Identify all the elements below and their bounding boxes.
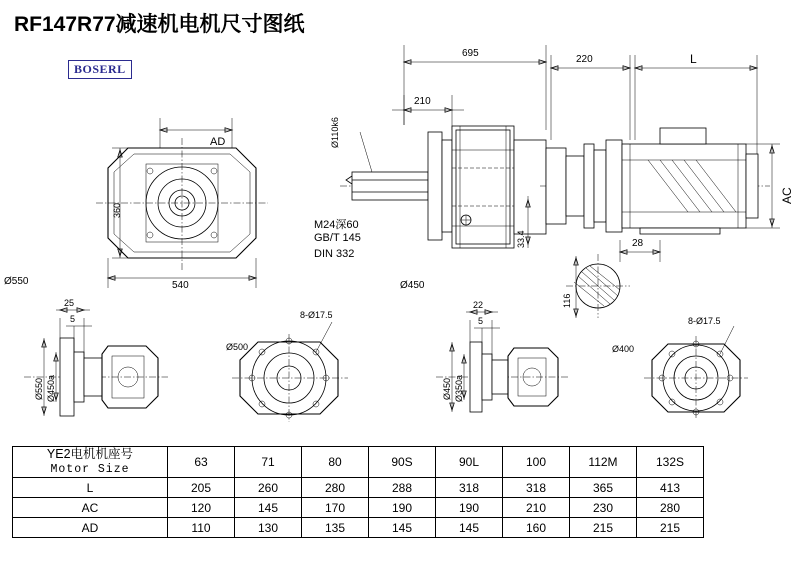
row-label: L [13,478,168,498]
motor-assembly [540,128,770,234]
dim-label-AD: AD [210,136,226,148]
dim-label-dia110k6: Ø110k6 [330,117,340,148]
view-flange-400-face [644,326,748,420]
dim-label-22: 22 [473,300,484,310]
table-cell: 130 [235,518,302,538]
header-line-en: Motor Size [50,463,130,476]
table-cell: 280 [637,498,704,518]
table-size-cell: 132S [637,447,704,478]
motor-size-table [12,446,704,538]
dim-label-5a: 5 [70,314,76,324]
table-cell: 280 [302,478,369,498]
label-standard-gb: GB/T 145 [314,232,361,244]
table-cell: 365 [570,478,637,498]
label-dia-400: Ø400 [612,344,635,354]
row-label: AD [13,518,168,538]
table-size-cell: 90L [436,447,503,478]
table-cell: 318 [503,478,570,498]
table-cell: 190 [369,498,436,518]
table-size-cell: 80 [302,447,369,478]
label-dia-450-v: Ø450 [442,377,452,400]
dim-label-33-4: 33.4 [516,230,526,248]
dim-label-28: 28 [632,238,644,249]
table-header-cell [13,447,168,478]
label-dia-500: Ø500 [226,342,249,352]
table-size-cell: 112M [570,447,637,478]
header-line-cn: YE2电机机座号 [46,447,134,461]
table-cell: 110 [168,518,235,538]
table-cell: 215 [570,518,637,538]
dim-label-AC: AC [780,187,794,204]
label-standard-din: DIN 332 [314,248,355,260]
table-size-cell: 90S [369,447,436,478]
dim-label-210: 210 [414,96,431,107]
label-holes-left: 8-Ø17.5 [300,310,333,320]
label-holes-right: 8-Ø17.5 [688,316,721,326]
detail-circle-116 [566,240,660,318]
table-cell: 145 [369,518,436,538]
table-cell: 120 [168,498,235,518]
table-cell: 145 [235,498,302,518]
label-dia-450a-v: Ø450a [46,374,56,402]
gearbox-body [452,126,546,248]
table-cell: 288 [369,478,436,498]
table-cell: 210 [503,498,570,518]
label-dia-350a-v: Ø350a [454,374,464,402]
table-cell: 318 [436,478,503,498]
table-row [13,478,704,498]
label-thread-m24: M24深60 [314,219,359,231]
brand-logo: BOSERL [68,60,132,79]
page-title: RF147R77减速机电机尺寸图纸 [14,13,305,36]
view-flange-500-face [232,322,348,422]
table-cell: 413 [637,478,704,498]
dim-label-25: 25 [64,298,75,308]
label-dia-550-v: Ø550 [34,377,44,400]
dim-label-220: 220 [576,54,593,65]
row-label: AC [13,498,168,518]
label-dia-550-left: Ø550 [4,276,29,287]
table-cell: 160 [503,518,570,538]
table-cell: 205 [168,478,235,498]
dim-label-L: L [690,52,697,66]
dim-label-5b: 5 [478,316,484,326]
table-cell: 190 [436,498,503,518]
table-row [13,518,704,538]
table-size-cell: 63 [168,447,235,478]
dim-220 [551,55,630,140]
label-dia-450-mid: Ø450 [400,280,425,291]
table-cell: 215 [637,518,704,538]
dim-label-360: 360 [112,202,122,218]
dim-label-116: 116 [562,293,572,308]
table-row [13,498,704,518]
dim-label-540: 540 [172,280,189,291]
table-cell: 260 [235,478,302,498]
table-size-cell: 100 [503,447,570,478]
table-size-cell: 71 [235,447,302,478]
table-cell: 170 [302,498,369,518]
table-cell: 135 [302,518,369,538]
table-cell: 145 [436,518,503,538]
table-cell: 230 [570,498,637,518]
dim-label-695: 695 [462,48,479,59]
